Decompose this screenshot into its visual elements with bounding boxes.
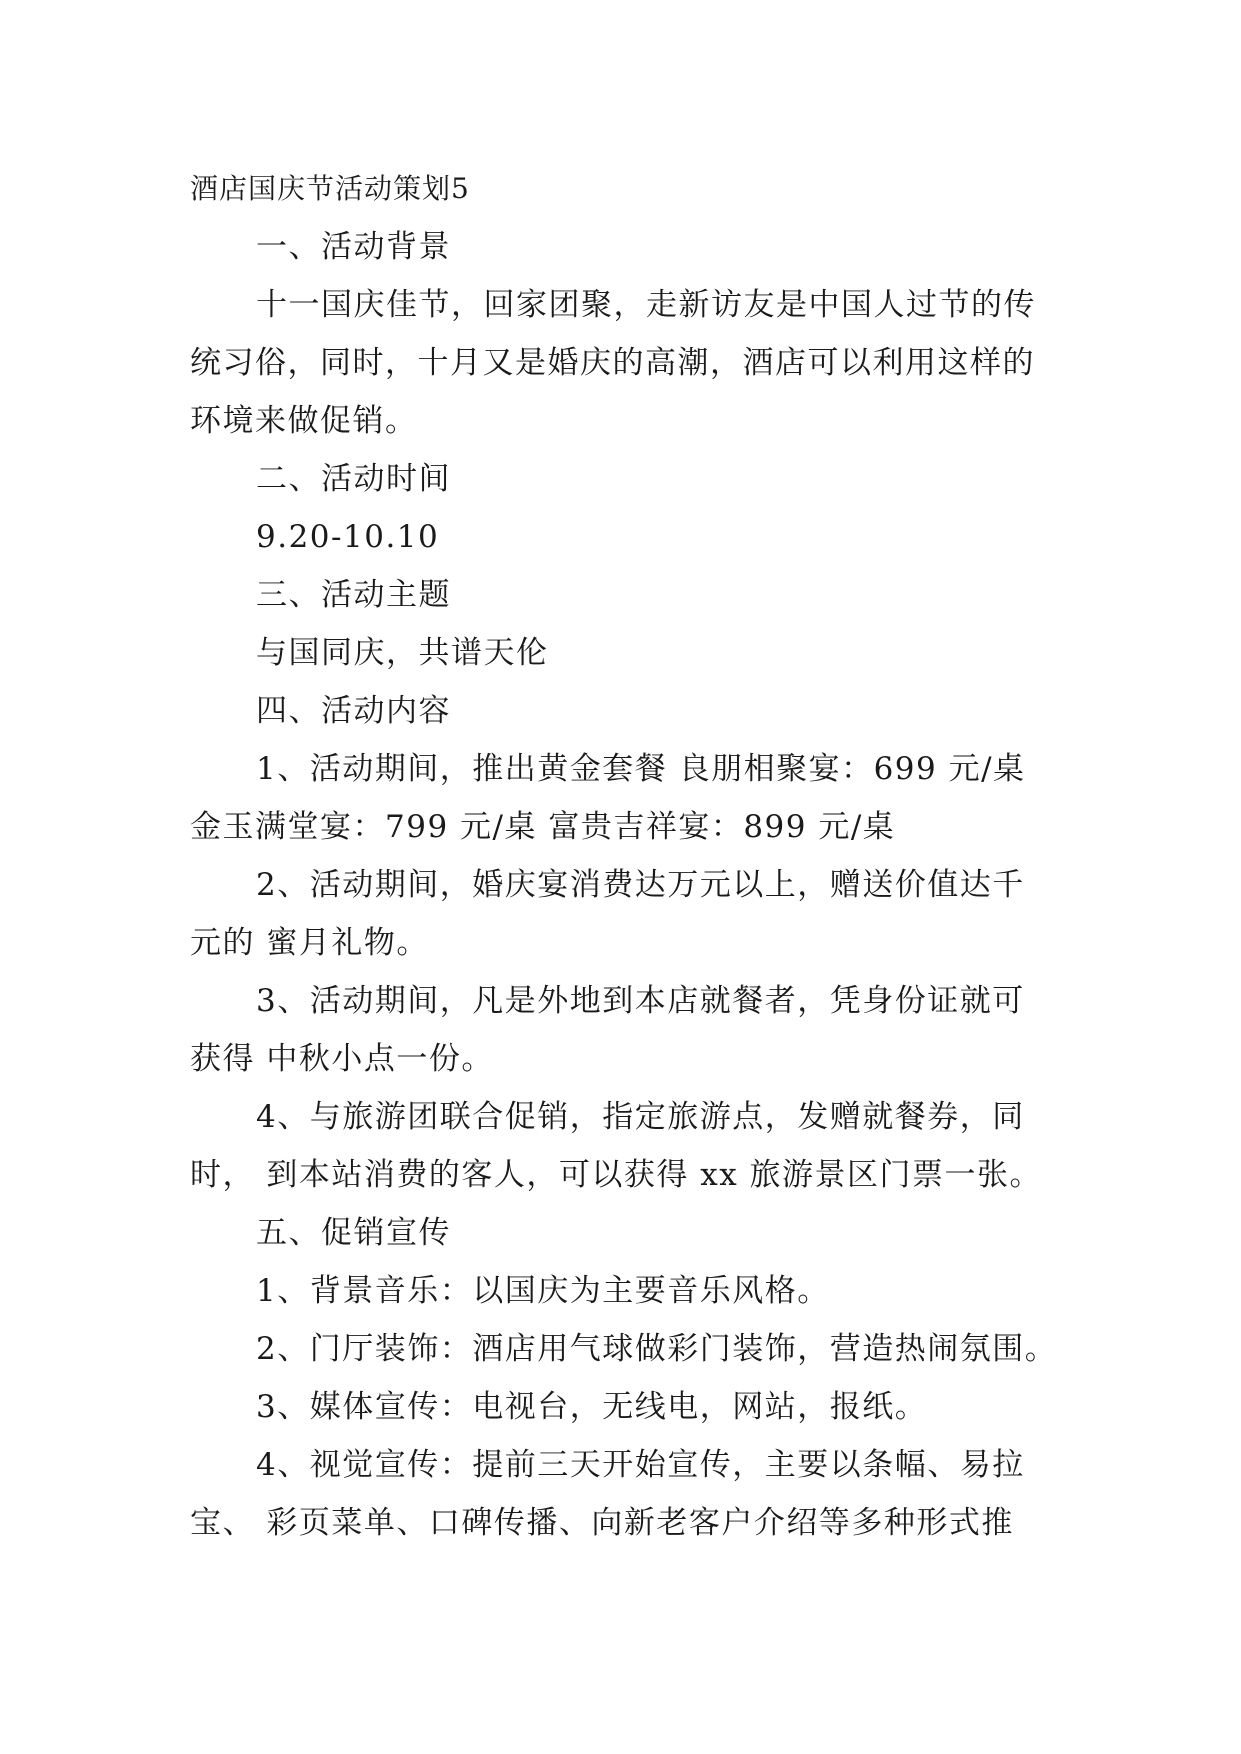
paragraph-line: 3、活动期间，凡是外地到本店就餐者，凭身份证就可: [256, 983, 1025, 1019]
paragraph-line: 2、门厅装饰：酒店用气球做彩门装饰，营造热闹氛围。: [256, 1331, 1058, 1367]
paragraph-line: 1、背景音乐：以国庆为主要音乐风格。: [256, 1273, 830, 1309]
paragraph-line: 金玉满堂宴：799 元/桌 富贵吉祥宴：899 元/桌: [190, 809, 896, 845]
paragraph-line: 元的 蜜月礼物。: [190, 925, 429, 961]
paragraph-line: 4、视觉宣传：提前三天开始宣传，主要以条幅、易拉: [256, 1447, 1025, 1483]
section-heading: 一、活动背景: [256, 229, 451, 265]
paragraph-line: 与国同庆，共谱天伦: [256, 635, 549, 671]
section-heading: 四、活动内容: [256, 693, 451, 729]
paragraph-line: 获得 中秋小点一份。: [190, 1041, 494, 1077]
paragraph-line: 时， 到本站消费的客人，可以获得 xx 旅游景区门票一张。: [190, 1157, 1043, 1193]
paragraph-line: 3、媒体宣传：电视台，无线电，网站，报纸。: [256, 1389, 928, 1425]
paragraph-line: 宝、 彩页菜单、口碑传播、向新老客户介绍等多种形式推: [190, 1505, 1014, 1541]
document-title: 酒店国庆节活动策划5: [190, 172, 470, 205]
section-heading: 二、活动时间: [256, 461, 451, 497]
paragraph-line: 十一国庆佳节，回家团聚，走新访友是中国人过节的传: [256, 287, 1036, 323]
document-body: [190, 160, 1070, 1552]
paragraph-line: 9.20-10.10: [256, 519, 440, 555]
paragraph-line: 1、活动期间，推出黄金套餐 良朋相聚宴：699 元/桌: [256, 751, 1026, 787]
paragraph-line: 统习俗，同时，十月又是婚庆的高潮，酒店可以利用这样的: [190, 345, 1035, 381]
section-heading: 三、活动主题: [256, 577, 451, 613]
paragraph-line: 4、与旅游团联合促销，指定旅游点，发赠就餐券，同: [256, 1099, 1025, 1135]
section-heading: 五、促销宣传: [256, 1215, 451, 1251]
paragraph-line: 环境来做促销。: [190, 403, 418, 439]
paragraph-line: 2、活动期间，婚庆宴消费达万元以上，赠送价值达千: [256, 867, 1025, 903]
